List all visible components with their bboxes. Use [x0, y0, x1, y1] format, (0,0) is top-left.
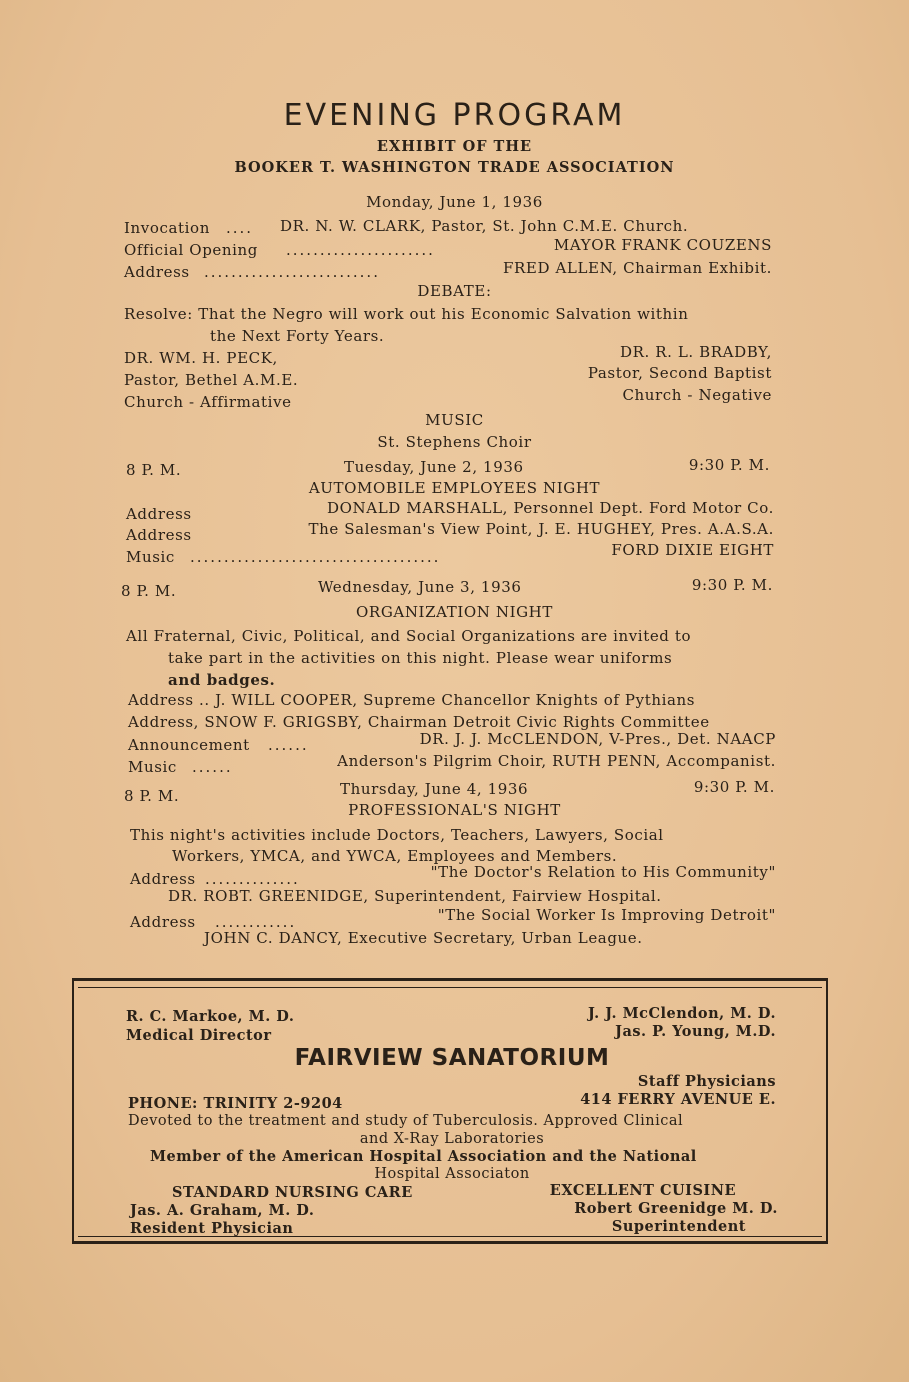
ad-medical-director-title: Medical Director [126, 1027, 272, 1044]
ad-nursing-care: STANDARD NURSING CARE [172, 1184, 413, 1201]
ad-superintendent-name: Robert Greenidge M. D. [574, 1200, 778, 1217]
tuesday-music-label: Music [126, 548, 175, 566]
ad-staff-physician-2: Jas. P. Young, M.D. [615, 1023, 776, 1040]
leader-dots: .... [226, 219, 254, 237]
leader-dots: ............ [215, 913, 297, 931]
address-text: FRED ALLEN, Chairman Exhibit. [503, 259, 772, 277]
thursday-address-2-label: Address [130, 913, 196, 931]
wednesday-paragraph-3: and badges. [168, 671, 276, 689]
resolve-line-1: Resolve: That the Negro will work out his Economic Salvation within [124, 305, 689, 323]
affirmative-side: Church - Affirmative [124, 393, 292, 411]
wednesday-music-label: Music [128, 758, 177, 776]
ad-membership-1: Member of the American Hospital Association and the National [150, 1148, 697, 1165]
negative-name: DR. R. L. BRADBY, [619, 343, 772, 361]
wednesday-music-text: Anderson's Pilgrim Choir, RUTH PENN, Accompanist. [337, 752, 776, 770]
leader-dots: ...................... [286, 241, 435, 259]
invocation-text: DR. N. W. CLARK, Pastor, St. John C.M.E. Church. [280, 217, 689, 235]
wednesday-date: Wednesday, June 3, 1936 [318, 578, 522, 596]
affirmative-name: DR. WM. H. PECK, [124, 349, 278, 367]
ad-sanatorium-name: FAIRVIEW SANATORIUM [294, 1045, 610, 1071]
wednesday-paragraph-2: take part in the activities on this night. Please wear uniforms [168, 649, 673, 667]
wednesday-address-2: Address, SNOW F. GRIGSBY, Chairman Detroit Civic Rights Committee [128, 713, 710, 731]
leader-dots: .......................... [204, 263, 380, 281]
wednesday-start-time: 8 P. M. [121, 582, 177, 600]
tuesday-address-2-label: Address [126, 526, 192, 544]
ad-medical-director-name: R. C. Markoe, M. D. [126, 1008, 295, 1025]
subtitle-association: BOOKER T. WASHINGTON TRADE ASSOCIATION [234, 159, 675, 176]
ad-membership-2: Hospital Associaton [374, 1166, 530, 1182]
tuesday-address-2-text: The Salesman's View Point, J. E. HUGHEY, Pres. A.A.S.A. [308, 520, 774, 538]
tuesday-date: Tuesday, June 2, 1936 [344, 458, 524, 476]
ad-description-2: and X-Ray Laboratories [359, 1131, 545, 1147]
thursday-end-time: 9:30 P. M. [693, 778, 775, 796]
leader-dots: ...... [192, 758, 233, 776]
thursday-start-time: 8 P. M. [124, 787, 180, 805]
opening-text: MAYOR FRANK COUZENS [553, 236, 772, 254]
thursday-paragraph-2: Workers, YMCA, and YWCA, Employees and Members. [172, 847, 618, 865]
thursday-address-1-label: Address [130, 870, 196, 888]
ad-resident-physician-title: Resident Physician [130, 1220, 294, 1237]
thursday-paragraph-1: This night's activities include Doctors, Teachers, Lawyers, Social [130, 826, 664, 844]
thursday-address-2-text: "The Social Worker Is Improving Detroit" [437, 906, 776, 924]
wednesday-address-1: Address .. J. WILL COOPER, Supreme Chancellor Knights of Pythians [128, 691, 696, 709]
wednesday-paragraph-1: All Fraternal, Civic, Political, and Social Organizations are invited to [126, 627, 692, 645]
thursday-date: Thursday, June 4, 1936 [340, 780, 529, 798]
negative-side: Church - Negative [622, 386, 772, 404]
ad-description-1: Devoted to the treatment and study of Tuberculosis. Approved Clinical [128, 1113, 684, 1129]
wednesday-end-time: 9:30 P. M. [691, 576, 773, 594]
leader-dots: ...... [268, 736, 309, 754]
tuesday-music-text: FORD DIXIE EIGHT [611, 541, 774, 559]
ad-resident-physician-name: Jas. A. Graham, M. D. [130, 1202, 315, 1219]
music-heading: MUSIC [425, 411, 484, 429]
subtitle-exhibit: EXHIBIT OF THE [376, 138, 533, 155]
announcement-text: DR. J. J. McCLENDON, V-Pres., Det. NAACP [419, 730, 776, 748]
ad-staff-physicians-label: Staff Physicians [637, 1073, 776, 1090]
choir-name: St. Stephens Choir [377, 433, 532, 451]
address-label: Address [124, 263, 190, 281]
page-title: EVENING PROGRAM [283, 98, 626, 133]
leader-dots: ..................................... [190, 548, 441, 566]
thursday-night-title: PROFESSIONAL'S NIGHT [348, 801, 561, 819]
thursday-address-1-speaker: DR. ROBT. GREENIDGE, Superintendent, Fairview Hospital. [168, 887, 662, 905]
wednesday-night-title: ORGANIZATION NIGHT [356, 603, 553, 621]
leader-dots: .............. [205, 870, 300, 888]
resolve-line-2: the Next Forty Years. [210, 327, 385, 345]
monday-date: Monday, June 1, 1936 [366, 193, 543, 211]
ad-cuisine: EXCELLENT CUISINE [549, 1182, 736, 1199]
negative-pastor: Pastor, Second Baptist [587, 364, 772, 382]
ad-staff-physician-1: J. J. McClendon, M. D. [587, 1005, 776, 1022]
debate-heading: DEBATE: [417, 282, 492, 300]
opening-label: Official Opening [124, 241, 259, 259]
invocation-label: Invocation [124, 219, 210, 237]
sanatorium-advertisement [72, 978, 828, 1244]
affirmative-pastor: Pastor, Bethel A.M.E. [124, 371, 299, 389]
ad-street-address: 414 FERRY AVENUE E. [580, 1091, 776, 1108]
thursday-address-2-speaker: JOHN C. DANCY, Executive Secretary, Urban League. [204, 929, 643, 947]
tuesday-night-title: AUTOMOBILE EMPLOYEES NIGHT [308, 479, 601, 497]
tuesday-end-time: 9:30 P. M. [688, 456, 770, 474]
ad-superintendent-title: Superintendent [611, 1218, 746, 1235]
announcement-label: Announcement [128, 736, 250, 754]
tuesday-address-1-text: DONALD MARSHALL, Personnel Dept. Ford Motor Co. [327, 499, 774, 517]
tuesday-start-time: 8 P. M. [126, 461, 182, 479]
tuesday-address-1-label: Address [126, 505, 192, 523]
ad-phone: PHONE: TRINITY 2-9204 [128, 1095, 343, 1112]
thursday-address-1-text: "The Doctor's Relation to His Community" [430, 863, 776, 881]
